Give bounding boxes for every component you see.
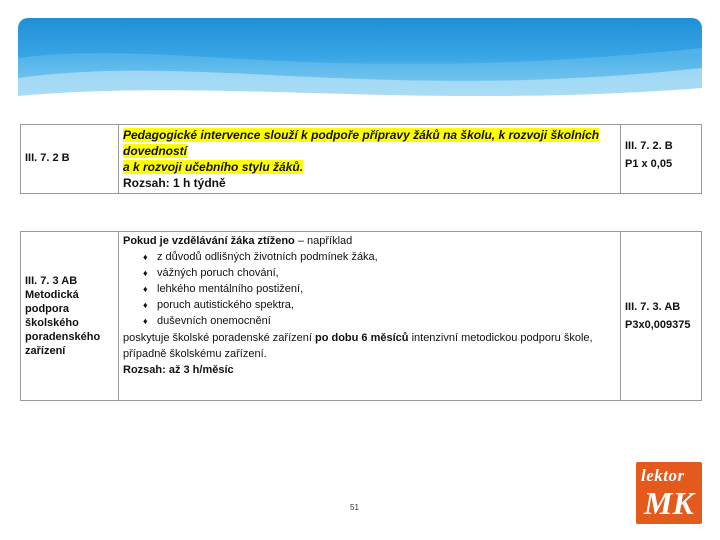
diamond-bullet-icon: ♦: [143, 316, 148, 326]
right-value: P3x0,009375: [625, 319, 691, 331]
header-banner: [18, 18, 702, 108]
paragraph: poskytuje školské poradenské zařízení po dobu 6 měsíců intenzivní metodickou podporu škole, případně školskému zařízení.: [123, 332, 593, 360]
logo-line-1: lektor: [641, 466, 685, 485]
right-code: III. 7. 2. B: [625, 140, 673, 152]
right-code-cell: [621, 232, 702, 401]
list-item: ♦ z důvodů odlišných životních podmínek žáka,: [143, 251, 378, 263]
wave-decoration: [18, 18, 702, 108]
list-item: ♦ poruch autistického spektra,: [143, 299, 294, 311]
diamond-bullet-icon: ♦: [143, 284, 148, 294]
highlight-line-1: Pedagogické intervence slouží k podpoře přípravy žáků na školu, k rozvoji školních dovedností: [123, 128, 600, 158]
highlight-line-2: a k rozvoji učebního stylu žáků.: [123, 160, 304, 174]
intro-line: [123, 234, 616, 248]
right-value: P1 x 0,05: [625, 158, 673, 170]
diamond-bullet-icon: ♦: [143, 300, 148, 310]
logo-line-2: MK: [644, 485, 694, 521]
code-title: Metodická podpora školského poradenského zařízení: [25, 289, 101, 357]
list-item: ♦ lehkého mentálního postižení,: [143, 283, 304, 295]
description-cell: [119, 232, 621, 401]
row-table-2: [20, 231, 702, 401]
code-cell: [21, 232, 119, 401]
list-item: ♦ vážných poruch chování,: [143, 267, 279, 279]
intro-bold: Pokud je vzdělávání žáka ztíženo: [123, 235, 295, 247]
scope-text: Rozsah: až 3 h/měsíc: [123, 364, 234, 376]
scope-text: Rozsah: 1 h týdně: [123, 176, 226, 190]
diamond-bullet-icon: ♦: [143, 268, 148, 278]
code-cell: [21, 125, 119, 194]
right-code: III. 7. 3. AB: [625, 301, 681, 313]
row-table-1: [20, 124, 702, 194]
code-text: III. 7. 2 B: [25, 152, 70, 164]
intro-rest: – například: [294, 235, 353, 247]
description-cell: [119, 125, 621, 194]
code-text: III. 7. 3 AB: [25, 275, 78, 287]
list-item: ♦ duševních onemocnění: [143, 315, 271, 327]
lektor-logo: [636, 462, 702, 524]
condition-list: [123, 249, 616, 329]
page-number: 51: [350, 503, 359, 512]
diamond-bullet-icon: ♦: [143, 252, 148, 262]
right-code-cell: [621, 125, 702, 194]
